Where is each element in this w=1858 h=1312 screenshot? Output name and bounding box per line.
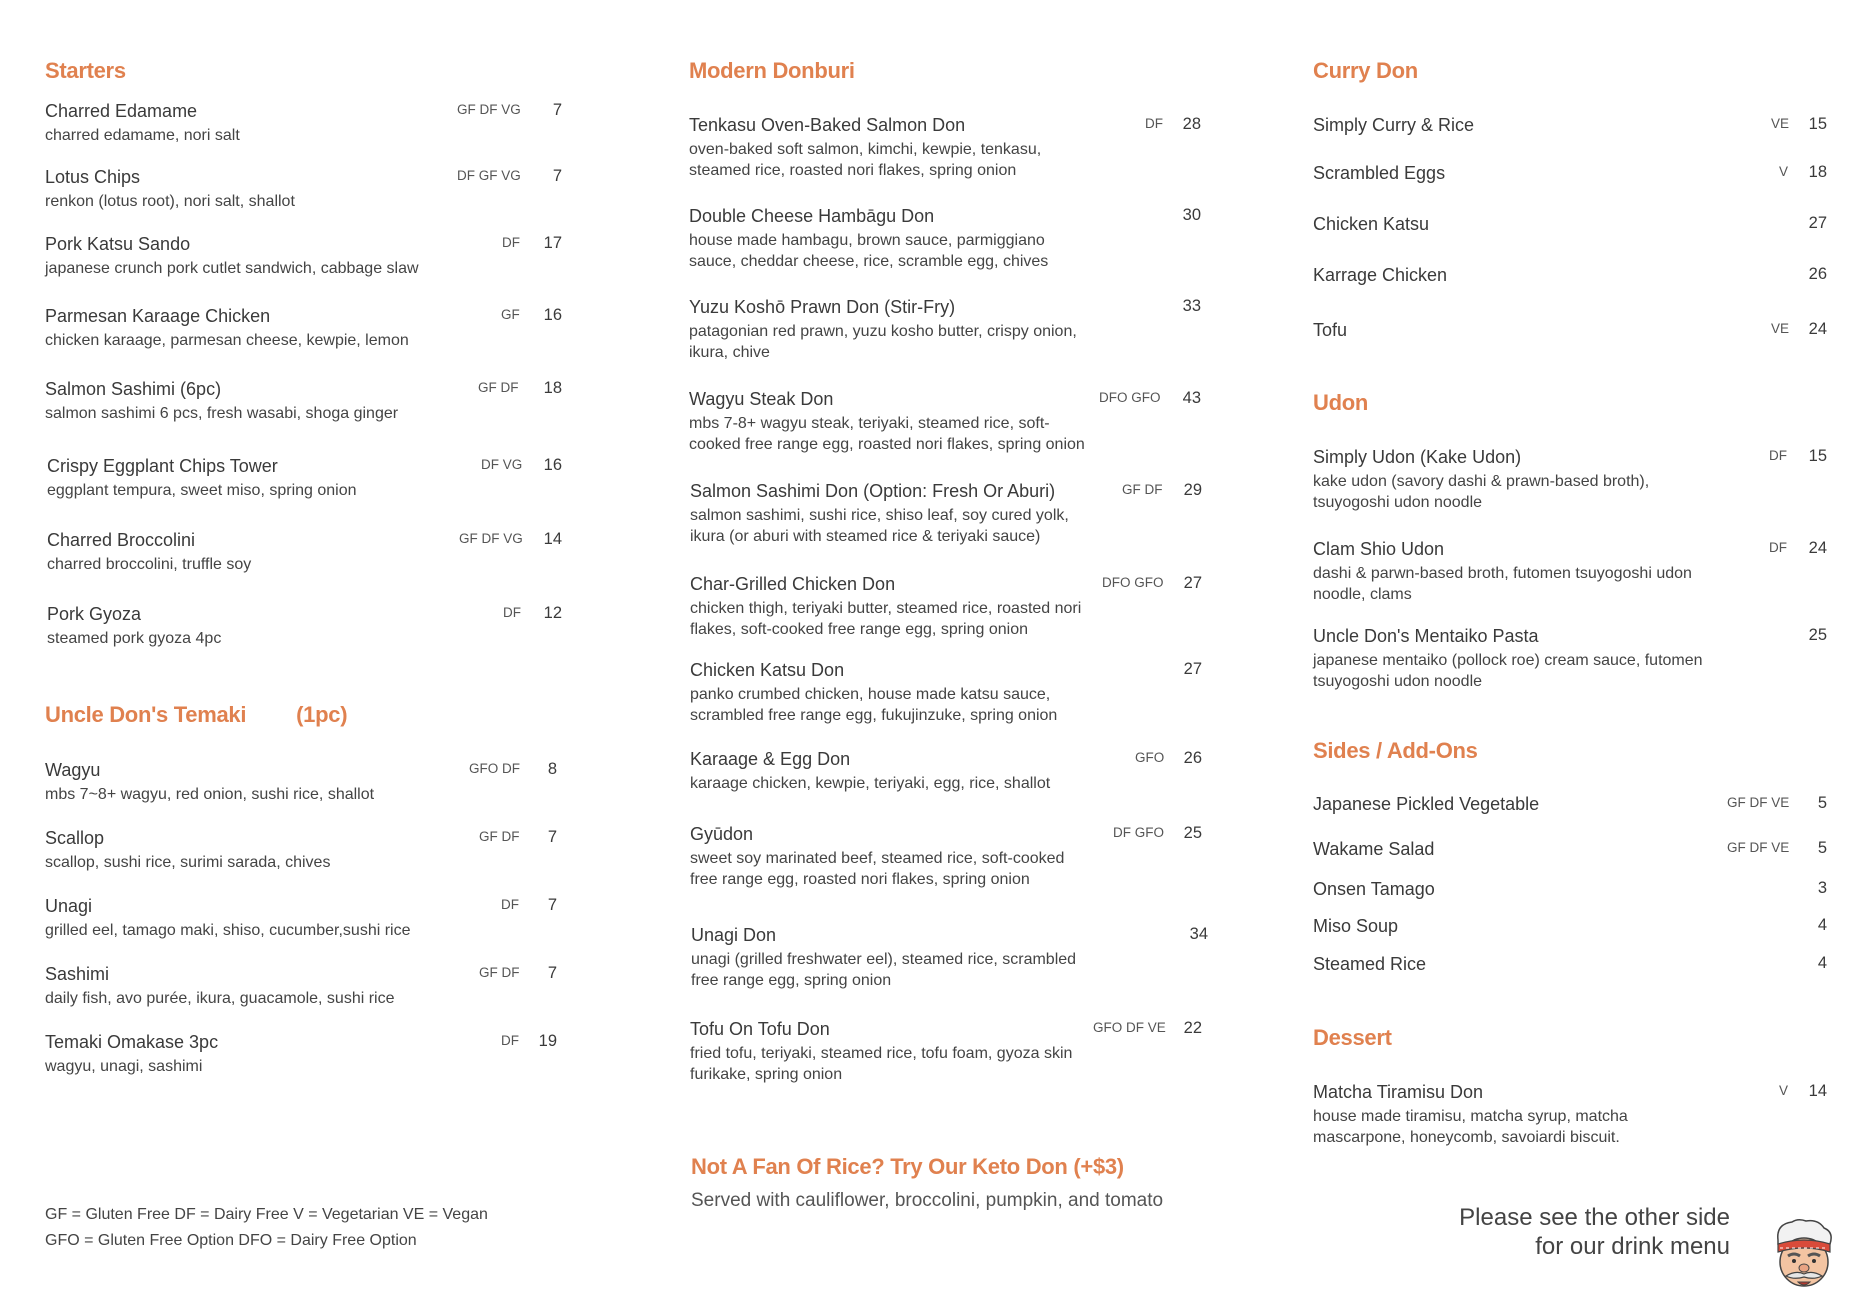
menu-item xyxy=(1313,1081,1833,1148)
menu-item xyxy=(1313,838,1833,860)
dietary-tags: GF DF VG xyxy=(457,102,521,117)
item-name: Unagi xyxy=(45,896,93,916)
item-price: 25 xyxy=(1808,626,1827,644)
uncle-don-mascot-icon xyxy=(1768,1218,1840,1294)
menu-item xyxy=(45,759,565,805)
item-price: 17 xyxy=(543,234,562,252)
legend-line-2: GFO = Gluten Free Option DFO = Dairy Free Option xyxy=(45,1232,417,1249)
item-name: Wagyu xyxy=(45,760,101,780)
item-desc: charred edamame, nori salt xyxy=(45,127,240,144)
item-desc: patagonian red prawn, yuzu kosho butter, crispy onion, ikura, chive xyxy=(689,323,1077,361)
item-name: Clam Shio Udon xyxy=(1313,539,1445,559)
item-desc: sweet soy marinated beef, steamed rice, soft-cooked free range egg, roasted nori flakes, spring onion xyxy=(690,850,1065,888)
dietary-tags: GF DF xyxy=(1122,482,1163,497)
item-name: Karaage & Egg Don xyxy=(690,749,851,769)
menu-item xyxy=(1313,915,1833,937)
item-name: Crispy Eggplant Chips Tower xyxy=(47,456,278,476)
item-price: 43 xyxy=(1182,389,1201,407)
item-desc: unagi (grilled freshwater eel), steamed rice, scrambled free range egg, spring onion xyxy=(691,951,1077,989)
item-desc: salmon sashimi 6 pcs, fresh wasabi, shoga ginger xyxy=(45,405,399,422)
menu-item xyxy=(690,659,1230,726)
item-price: 16 xyxy=(543,456,562,474)
dietary-tags: VE xyxy=(1771,321,1790,336)
menu-item xyxy=(1313,213,1833,235)
item-desc: house made tiramisu, matcha syrup, matcha mascarpone, honeycomb, savoiardi biscuit. xyxy=(1313,1108,1628,1146)
menu-item xyxy=(690,823,1230,890)
item-name: Gyūdon xyxy=(690,824,754,844)
section-title-udon: Udon xyxy=(1313,390,1369,415)
item-name: Matcha Tiramisu Don xyxy=(1313,1082,1484,1102)
menu-item xyxy=(47,529,567,575)
item-price: 18 xyxy=(543,379,562,397)
item-price: 14 xyxy=(1808,1082,1827,1100)
item-desc: renkon (lotus root), nori salt, shallot xyxy=(45,193,295,210)
item-price: 3 xyxy=(1817,879,1827,897)
dietary-tags: GF DF VG xyxy=(459,531,523,546)
keto-title: Not A Fan Of Rice? Try Our Keto Don (+$3) xyxy=(691,1154,1124,1179)
item-name: Tenkasu Oven-Baked Salmon Don xyxy=(689,115,966,135)
dietary-tags: GFO xyxy=(1135,750,1165,765)
menu-item xyxy=(45,166,565,212)
dietary-tags: GFO DF xyxy=(469,761,520,776)
menu-item xyxy=(689,388,1229,455)
item-name: Salmon Sashimi (6pc) xyxy=(45,379,222,399)
menu-item xyxy=(1313,264,1833,286)
item-desc: japanese mentaiko (pollock roe) cream sauce, futomen tsuyogoshi udon noodle xyxy=(1313,652,1703,690)
menu-item xyxy=(690,1018,1230,1085)
dietary-tags: DFO GFO xyxy=(1099,390,1161,405)
item-desc: grilled eel, tamago maki, shiso, cucumber,sushi rice xyxy=(45,922,411,939)
item-desc: daily fish, avo purée, ikura, guacamole, sushi rice xyxy=(45,990,395,1007)
menu-item xyxy=(1313,793,1833,815)
drink-menu-note-line-1: Please see the other side xyxy=(1459,1204,1730,1231)
item-name: Char-Grilled Chicken Don xyxy=(690,574,896,594)
section-title-donburi: Modern Donburi xyxy=(689,58,855,83)
item-price: 18 xyxy=(1808,163,1827,181)
item-name: Temaki Omakase 3pc xyxy=(45,1032,219,1052)
item-price: 7 xyxy=(552,101,562,119)
item-price: 24 xyxy=(1808,320,1827,338)
item-name: Unagi Don xyxy=(691,925,777,945)
item-price: 29 xyxy=(1183,481,1202,499)
dietary-tags: V xyxy=(1779,164,1789,179)
item-price: 7 xyxy=(547,828,557,846)
item-price: 27 xyxy=(1808,214,1827,232)
dietary-tags: V xyxy=(1779,1083,1789,1098)
item-desc: mbs 7~8+ wagyu, red onion, sushi rice, shallot xyxy=(45,786,375,803)
item-desc: karaage chicken, kewpie, teriyaki, egg, rice, shallot xyxy=(690,775,1051,792)
menu-item xyxy=(45,305,565,351)
item-name: Karrage Chicken xyxy=(1313,265,1448,285)
menu-item xyxy=(689,114,1229,181)
menu-item xyxy=(47,455,567,501)
menu-item xyxy=(1313,319,1833,341)
item-price: 5 xyxy=(1817,794,1827,812)
dietary-tags: GF xyxy=(501,307,520,322)
item-price: 26 xyxy=(1808,265,1827,283)
item-name: Chicken Katsu xyxy=(1313,214,1430,234)
menu-item xyxy=(1313,162,1833,184)
item-desc: chicken karaage, parmesan cheese, kewpie, lemon xyxy=(45,332,409,349)
item-name: Tofu On Tofu Don xyxy=(690,1019,830,1039)
item-name: Salmon Sashimi Don (Option: Fresh Or Aburi) xyxy=(690,481,1056,501)
item-desc: mbs 7-8+ wagyu steak, teriyaki, steamed rice, soft- cooked free range egg, roasted nori flakes, spring onion xyxy=(689,415,1085,453)
section-title-dessert: Dessert xyxy=(1313,1025,1392,1050)
item-price: 12 xyxy=(543,604,562,622)
menu-item xyxy=(691,924,1231,991)
item-name: Yuzu Koshō Prawn Don (Stir-Fry) xyxy=(689,297,956,317)
item-price: 8 xyxy=(547,760,557,778)
dietary-tags: DF VG xyxy=(481,457,523,472)
item-name: Pork Katsu Sando xyxy=(45,234,191,254)
temaki-title: Uncle Don's Temaki xyxy=(45,702,247,727)
menu-item xyxy=(45,100,565,146)
item-desc: chicken thigh, teriyaki butter, steamed rice, roasted nori flakes, soft-cooked free range egg, spring onion xyxy=(690,600,1082,638)
item-name: Wakame Salad xyxy=(1313,839,1435,859)
menu-item xyxy=(1313,114,1833,136)
dietary-tags: DF xyxy=(1769,540,1787,555)
menu-item xyxy=(1313,953,1833,975)
item-price: 22 xyxy=(1183,1019,1202,1037)
item-name: Chicken Katsu Don xyxy=(690,660,845,680)
item-name: Lotus Chips xyxy=(45,167,141,187)
menu-item xyxy=(690,748,1230,794)
menu-item xyxy=(690,480,1230,547)
section-title-curry: Curry Don xyxy=(1313,58,1418,83)
menu-item xyxy=(45,895,565,941)
menu-item xyxy=(1313,878,1833,900)
item-price: 7 xyxy=(552,167,562,185)
dietary-tags: GF DF xyxy=(478,380,519,395)
item-desc: japanese crunch pork cutlet sandwich, cabbage slaw xyxy=(45,260,419,277)
item-name: Japanese Pickled Vegetable xyxy=(1313,794,1540,814)
item-price: 7 xyxy=(547,964,557,982)
dietary-tags: DF xyxy=(1145,116,1163,131)
menu-item xyxy=(45,827,565,873)
dietary-tags: DF xyxy=(1769,448,1787,463)
item-price: 27 xyxy=(1183,574,1202,592)
item-price: 27 xyxy=(1183,660,1202,678)
item-name: Miso Soup xyxy=(1313,916,1399,936)
item-price: 19 xyxy=(538,1032,557,1050)
item-name: Charred Edamame xyxy=(45,101,198,121)
section-title-sides: Sides / Add-Ons xyxy=(1313,738,1478,763)
menu-item xyxy=(1313,446,1833,513)
item-price: 4 xyxy=(1817,916,1827,934)
item-price: 28 xyxy=(1182,115,1201,133)
item-name: Simply Udon (Kake Udon) xyxy=(1313,447,1522,467)
dietary-tags: DF xyxy=(502,235,520,250)
item-name: Charred Broccolini xyxy=(47,530,196,550)
item-price: 14 xyxy=(543,530,562,548)
item-desc: fried tofu, teriyaki, steamed rice, tofu foam, gyoza skin furikake, spring onion xyxy=(690,1045,1073,1083)
item-name: Scrambled Eggs xyxy=(1313,163,1446,183)
section-title-starters: Starters xyxy=(45,58,126,83)
dietary-tags: VE xyxy=(1771,116,1790,131)
item-name: Double Cheese Hambāgu Don xyxy=(689,206,935,226)
menu-item xyxy=(689,205,1229,272)
menu-item xyxy=(45,1031,565,1077)
dietary-tags: DF xyxy=(503,605,521,620)
section-title-temaki xyxy=(45,702,347,728)
item-price: 4 xyxy=(1817,954,1827,972)
item-name: Wagyu Steak Don xyxy=(689,389,834,409)
menu-item xyxy=(45,963,565,1009)
menu-item xyxy=(45,378,565,424)
item-name: Uncle Don's Mentaiko Pasta xyxy=(1313,626,1539,646)
item-desc: wagyu, unagi, sashimi xyxy=(45,1058,203,1075)
menu-item xyxy=(45,233,565,279)
item-desc: house made hambagu, brown sauce, parmiggiano sauce, cheddar cheese, rice, scramble egg, chives xyxy=(689,232,1049,270)
drink-menu-note-line-2: for our drink menu xyxy=(1535,1233,1730,1260)
item-price: 33 xyxy=(1182,297,1201,315)
item-price: 15 xyxy=(1808,447,1827,465)
item-desc: panko crumbed chicken, house made katsu sauce, scrambled free range egg, fukujinzuke, spring onion xyxy=(690,686,1058,724)
drink-menu-note xyxy=(1390,1203,1730,1261)
item-name: Pork Gyoza xyxy=(47,604,142,624)
dietary-tags: DF GFO xyxy=(1113,825,1164,840)
legend-line-1: GF = Gluten Free DF = Dairy Free V = Vegetarian VE = Vegan xyxy=(45,1206,488,1223)
dietary-tags: GF DF VE xyxy=(1727,840,1790,855)
temaki-title-suffix: (1pc) xyxy=(296,702,348,727)
item-price: 15 xyxy=(1808,115,1827,133)
item-desc: kake udon (savory dashi & prawn-based broth), tsuyogoshi udon noodle xyxy=(1313,473,1650,511)
keto-subtitle: Served with cauliflower, broccolini, pumpkin, and tomato xyxy=(691,1190,1164,1211)
item-name: Sashimi xyxy=(45,964,110,984)
dietary-tags: GF DF VE xyxy=(1727,795,1790,810)
item-price: 7 xyxy=(547,896,557,914)
item-desc: salmon sashimi, sushi rice, shiso leaf, soy cured yolk, ikura (or aburi with steamed rice & teriyaki sauce) xyxy=(690,507,1069,545)
dietary-tags: DFO GFO xyxy=(1102,575,1164,590)
item-name: Simply Curry & Rice xyxy=(1313,115,1475,135)
menu-item xyxy=(47,603,567,649)
item-price: 34 xyxy=(1189,925,1208,943)
menu-item xyxy=(1313,625,1833,692)
menu-item xyxy=(689,296,1229,363)
item-price: 26 xyxy=(1183,749,1202,767)
item-name: Parmesan Karaage Chicken xyxy=(45,306,271,326)
item-desc: scallop, sushi rice, surimi sarada, chives xyxy=(45,854,331,871)
dietary-tags: GF DF xyxy=(479,829,520,844)
item-desc: steamed pork gyoza 4pc xyxy=(47,630,222,647)
item-name: Steamed Rice xyxy=(1313,954,1427,974)
dietary-tags: GF DF xyxy=(479,965,520,980)
item-name: Tofu xyxy=(1313,320,1348,340)
item-desc: oven-baked soft salmon, kimchi, kewpie, tenkasu, steamed rice, roasted nori flakes, spring onion xyxy=(689,141,1042,179)
item-price: 16 xyxy=(543,306,562,324)
item-name: Scallop xyxy=(45,828,105,848)
dietary-tags: DF xyxy=(501,1033,519,1048)
item-price: 30 xyxy=(1182,206,1201,224)
item-price: 24 xyxy=(1808,539,1827,557)
item-desc: charred broccolini, truffle soy xyxy=(47,556,252,573)
item-desc: eggplant tempura, sweet miso, spring onion xyxy=(47,482,357,499)
menu-item xyxy=(690,573,1230,640)
item-price: 5 xyxy=(1817,839,1827,857)
item-desc: dashi & parwn-based broth, futomen tsuyogoshi udon noodle, clams xyxy=(1313,565,1692,603)
dietary-tags: DF GF VG xyxy=(457,168,521,183)
dietary-tags: GFO DF VE xyxy=(1093,1020,1166,1035)
menu-item xyxy=(1313,538,1833,605)
item-name: Onsen Tamago xyxy=(1313,879,1435,899)
dietary-tags: DF xyxy=(501,897,519,912)
item-price: 25 xyxy=(1183,824,1202,842)
